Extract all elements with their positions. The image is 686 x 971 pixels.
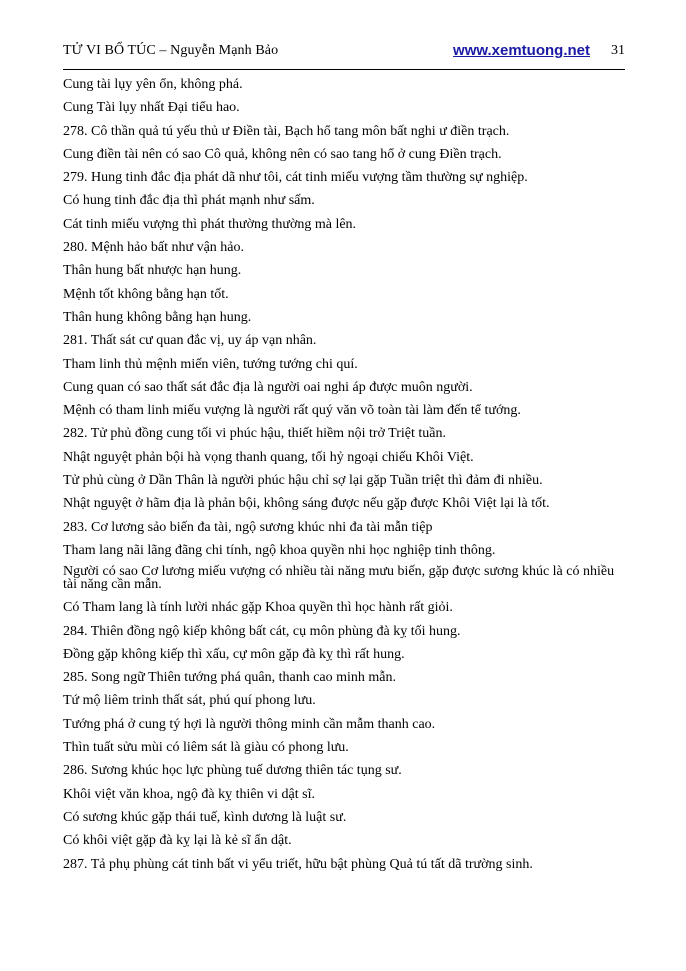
text-line: Có khôi việt gặp đà kỵ lại là kẻ sĩ ẩn dật.	[63, 833, 292, 849]
page-header	[63, 41, 625, 63]
text-line: Cung điền tài nên có sao Cô quả, không nên có sao tang hổ ở cung Điền trạch.	[63, 146, 502, 162]
text-line-wrapped: Người có sao Cơ lương miếu vượng có nhiều tài năng mưu biến, gặp được sương khúc là có nhiều tài năng cần mẫn.	[63, 564, 615, 593]
text-line: Nhật nguyệt ở hãm địa là phản bội, không sáng được nếu gặp được Khôi Việt lại là tốt.	[63, 496, 550, 512]
document-body	[63, 76, 628, 879]
text-line: Thân hung không bằng hạn hung.	[63, 309, 252, 325]
header-website-link[interactable]: www.xemtuong.net	[453, 42, 590, 59]
header-title: TỬ VI BỔ TÚC – Nguyễn Mạnh Bảo	[63, 43, 279, 58]
text-line: Tứ mộ liêm trinh thất sát, phú quí phong lưu.	[63, 693, 316, 709]
text-line: Thân hung bất nhược hạn hung.	[63, 263, 242, 279]
text-line: 280. Mệnh hảo bất như vận hảo.	[63, 240, 244, 256]
page-number: 31	[611, 43, 625, 58]
text-line: 283. Cơ lương sảo biến đa tài, ngộ sương khúc nhi đa tài mẫn tiệp	[63, 519, 433, 535]
text-line: Nhật nguyệt phản bội hà vọng thanh quang, tối hỷ ngoại chiếu Khôi Việt.	[63, 449, 474, 465]
text-line: Cung quan có sao thất sát đắc địa là người oai nghi áp được muôn người.	[63, 379, 473, 395]
text-line: 284. Thiên đồng ngộ kiếp không bất cát, cụ môn phùng đà kỵ tối hung.	[63, 623, 461, 639]
text-line: 278. Cô thần quả tú yếu thủ ư Điền tài, Bạch hổ tang môn bất nghi ư điền trạch.	[63, 123, 510, 139]
text-line: 281. Thất sát cư quan đắc vị, uy áp vạn nhân.	[63, 333, 317, 349]
header-divider	[63, 69, 625, 70]
text-line: 286. Sương khúc học lực phùng tuế dương thiên tác tụng sư.	[63, 763, 402, 779]
text-line: Cát tinh miếu vượng thì phát thường thường mà lên.	[63, 216, 357, 232]
text-line: Mệnh có tham linh miếu vượng là người rất quý văn võ toàn tài làm đến tể tướng.	[63, 403, 521, 419]
text-line: Cung Tài lụy nhất Đại tiểu hao.	[63, 100, 240, 116]
text-line: Tử phủ cùng ở Dần Thân là người phúc hậu chỉ sợ lại gặp Tuần triệt thì đảm đi nhiều.	[63, 473, 543, 489]
text-line: Khôi việt văn khoa, ngộ đà kỵ thiên vi dật sĩ.	[63, 786, 315, 802]
text-line: Thìn tuất sửu mùi có liêm sát là giàu có phong lưu.	[63, 740, 349, 756]
text-line: Mệnh tốt không bằng hạn tốt.	[63, 286, 229, 302]
text-line: Tham lang nãi lãng đãng chi tính, ngộ khoa quyền nhi học nghiệp tinh thông.	[63, 542, 496, 558]
text-line: 279. Hung tinh đắc địa phát dã như tôi, cát tinh miếu vượng tầm thường sự nghiệp.	[63, 170, 528, 186]
text-line: Đồng gặp không kiếp thì xấu, cự môn gặp đà kỵ thì rất hung.	[63, 646, 405, 662]
text-line: 282. Tử phủ đồng cung tối vi phúc hậu, thiết hiềm nội trở Triệt tuần.	[63, 426, 446, 442]
text-line: Tham linh thủ mệnh miến viên, tướng tướng chi quí.	[63, 356, 358, 372]
text-line: 287. Tả phụ phùng cát tinh bất vi yểu triết, hữu bật phùng Quả tú tất dã trường sinh.	[63, 856, 533, 872]
text-line: Có Tham lang là tính lười nhác gặp Khoa quyền thì học hành rất giỏi.	[63, 600, 453, 616]
text-line: Có hung tinh đắc địa thì phát mạnh như sấm.	[63, 193, 315, 209]
text-line: Có sương khúc gặp thái tuế, kình dương là luật sư.	[63, 809, 347, 825]
text-line: Cung tài lụy yên ổn, không phá.	[63, 77, 243, 92]
text-line: Tướng phá ở cung tý hợi là người thông minh cần mẫm thanh cao.	[63, 716, 436, 732]
text-line: 285. Song ngữ Thiên tướng phá quân, thanh cao minh mẫn.	[63, 670, 396, 686]
